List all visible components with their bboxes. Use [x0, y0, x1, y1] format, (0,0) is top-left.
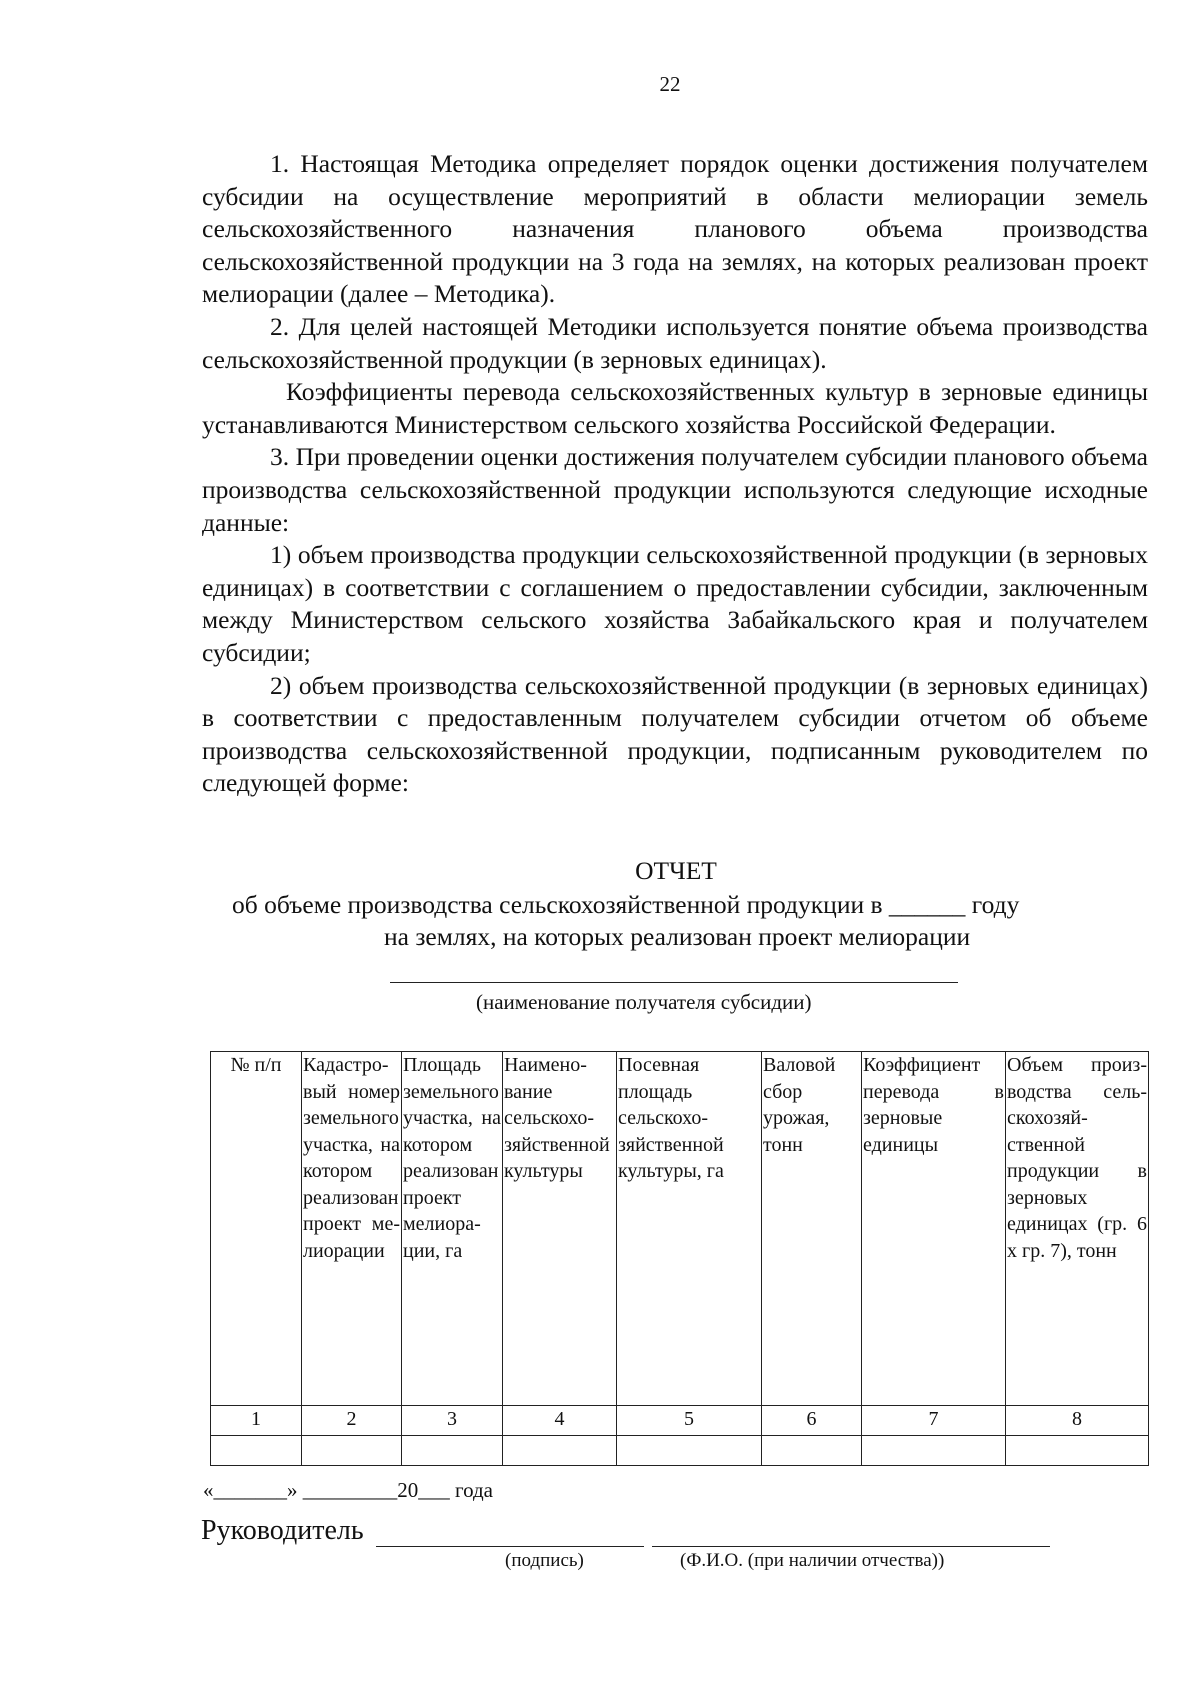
- recipient-name-line: [390, 982, 958, 983]
- paragraph-1: 1. Настоящая Методика определяет порядок оценки достижения получателем субсидии на осуществление мероприятий в области мелиорации земель сельскохозяйственного назначения планового объема производства сельскохозяйственной продукции на 3 года на землях, на которых реализован проект мелиорации (далее – Методика).: [202, 149, 1148, 309]
- paragraph-3: Коэффициенты перевода сельскохозяйственных культур в зерновые единицы устанавливаются Министерством сельского хозяйства Российской Федерации.: [202, 377, 1148, 439]
- header-cell-number: № п/п: [211, 1052, 302, 1406]
- paragraph-4: 3. При проведении оценки достижения получателем субсидии планового объема производства сельскохозяйственной продукции используются следующие исходные данные:: [202, 442, 1148, 537]
- report-title: ОТЧЕТ: [635, 856, 717, 885]
- paragraph-5: 1) объем производства продукции сельскохозяйственной продукции (в зерновых единицах) в соответствии с соглашением о предоставлении субсидии, заключенным между Министерством сельского хозяйства Забайкальского края и получателем субсидии;: [202, 540, 1148, 667]
- table-empty-row: [211, 1436, 1149, 1466]
- recipient-caption: (наименование получателя субсидии): [476, 990, 812, 1014]
- date-line: «_______» _________20___ года: [203, 1478, 493, 1502]
- report-subtitle-line-2: на землях, на которых реализован проект мелиорации: [384, 922, 971, 951]
- table-cell: [1006, 1436, 1149, 1466]
- report-table: [210, 1051, 1149, 1466]
- column-number-cell: 3: [402, 1406, 503, 1436]
- header-cell-conversion-coefficient: Коэффициент перевода в зерновые единицы: [862, 1052, 1006, 1406]
- page-number: 22: [659, 72, 681, 96]
- column-number-cell: 5: [617, 1406, 762, 1436]
- header-cell-sown-area: Посевная площадь сельскохозяйственной культуры, га: [617, 1052, 762, 1406]
- header-cell-crop-name: Наименование сельскохозяйственной культуры: [503, 1052, 617, 1406]
- column-number-cell: 8: [1006, 1406, 1149, 1436]
- header-cell-cadastral-number: Кадастровый номер земельного участка, на котором реализован проект мелиорации: [302, 1052, 402, 1406]
- header-cell-gross-harvest: Валовой сбор урожая, тонн: [762, 1052, 862, 1406]
- table-cell: [302, 1436, 402, 1466]
- table-cell: [503, 1436, 617, 1466]
- column-number-cell: 2: [302, 1406, 402, 1436]
- paragraph-6: 2) объем производства сельскохозяйственной продукции (в зерновых единицах) в соответствии с предоставленным получателем субсидии отчетом об объеме производства сельскохозяйственной продукции, подписанным руководителем по следующей форме:: [202, 670, 1148, 798]
- signature-line: [376, 1546, 644, 1547]
- column-number-cell: 6: [762, 1406, 862, 1436]
- column-number-cell: 7: [862, 1406, 1006, 1436]
- body-text: [202, 148, 1148, 800]
- table-header-row: [211, 1052, 1149, 1406]
- table-cell: [862, 1436, 1006, 1466]
- column-number-cell: 1: [211, 1406, 302, 1436]
- fio-caption: (Ф.И.О. (при наличии отчества)): [680, 1550, 945, 1571]
- table-column-number-row: [211, 1406, 1149, 1436]
- table-cell: [211, 1436, 302, 1466]
- table-cell: [617, 1436, 762, 1466]
- paragraph-2: 2. Для целей настоящей Методики используется понятие объема производства сельскохозяйственной продукции (в зерновых единицах).: [202, 311, 1148, 374]
- head-label: Руководитель: [201, 1515, 364, 1546]
- signature-caption: (подпись): [505, 1550, 584, 1571]
- table-cell: [402, 1436, 503, 1466]
- header-cell-land-area: Площадь земельного участка, на котором реализован проект мелиорации, га: [402, 1052, 503, 1406]
- report-subtitle-line-1: об объеме производства сельскохозяйственной продукции в ______ году: [232, 890, 1020, 919]
- header-cell-production-volume: Объем производства сельскохозяйственной продукции в зерновых единицах (гр. 6 x гр. 7), тонн: [1006, 1052, 1149, 1406]
- fio-line: [652, 1546, 1050, 1547]
- column-number-cell: 4: [503, 1406, 617, 1436]
- table-cell: [762, 1436, 862, 1466]
